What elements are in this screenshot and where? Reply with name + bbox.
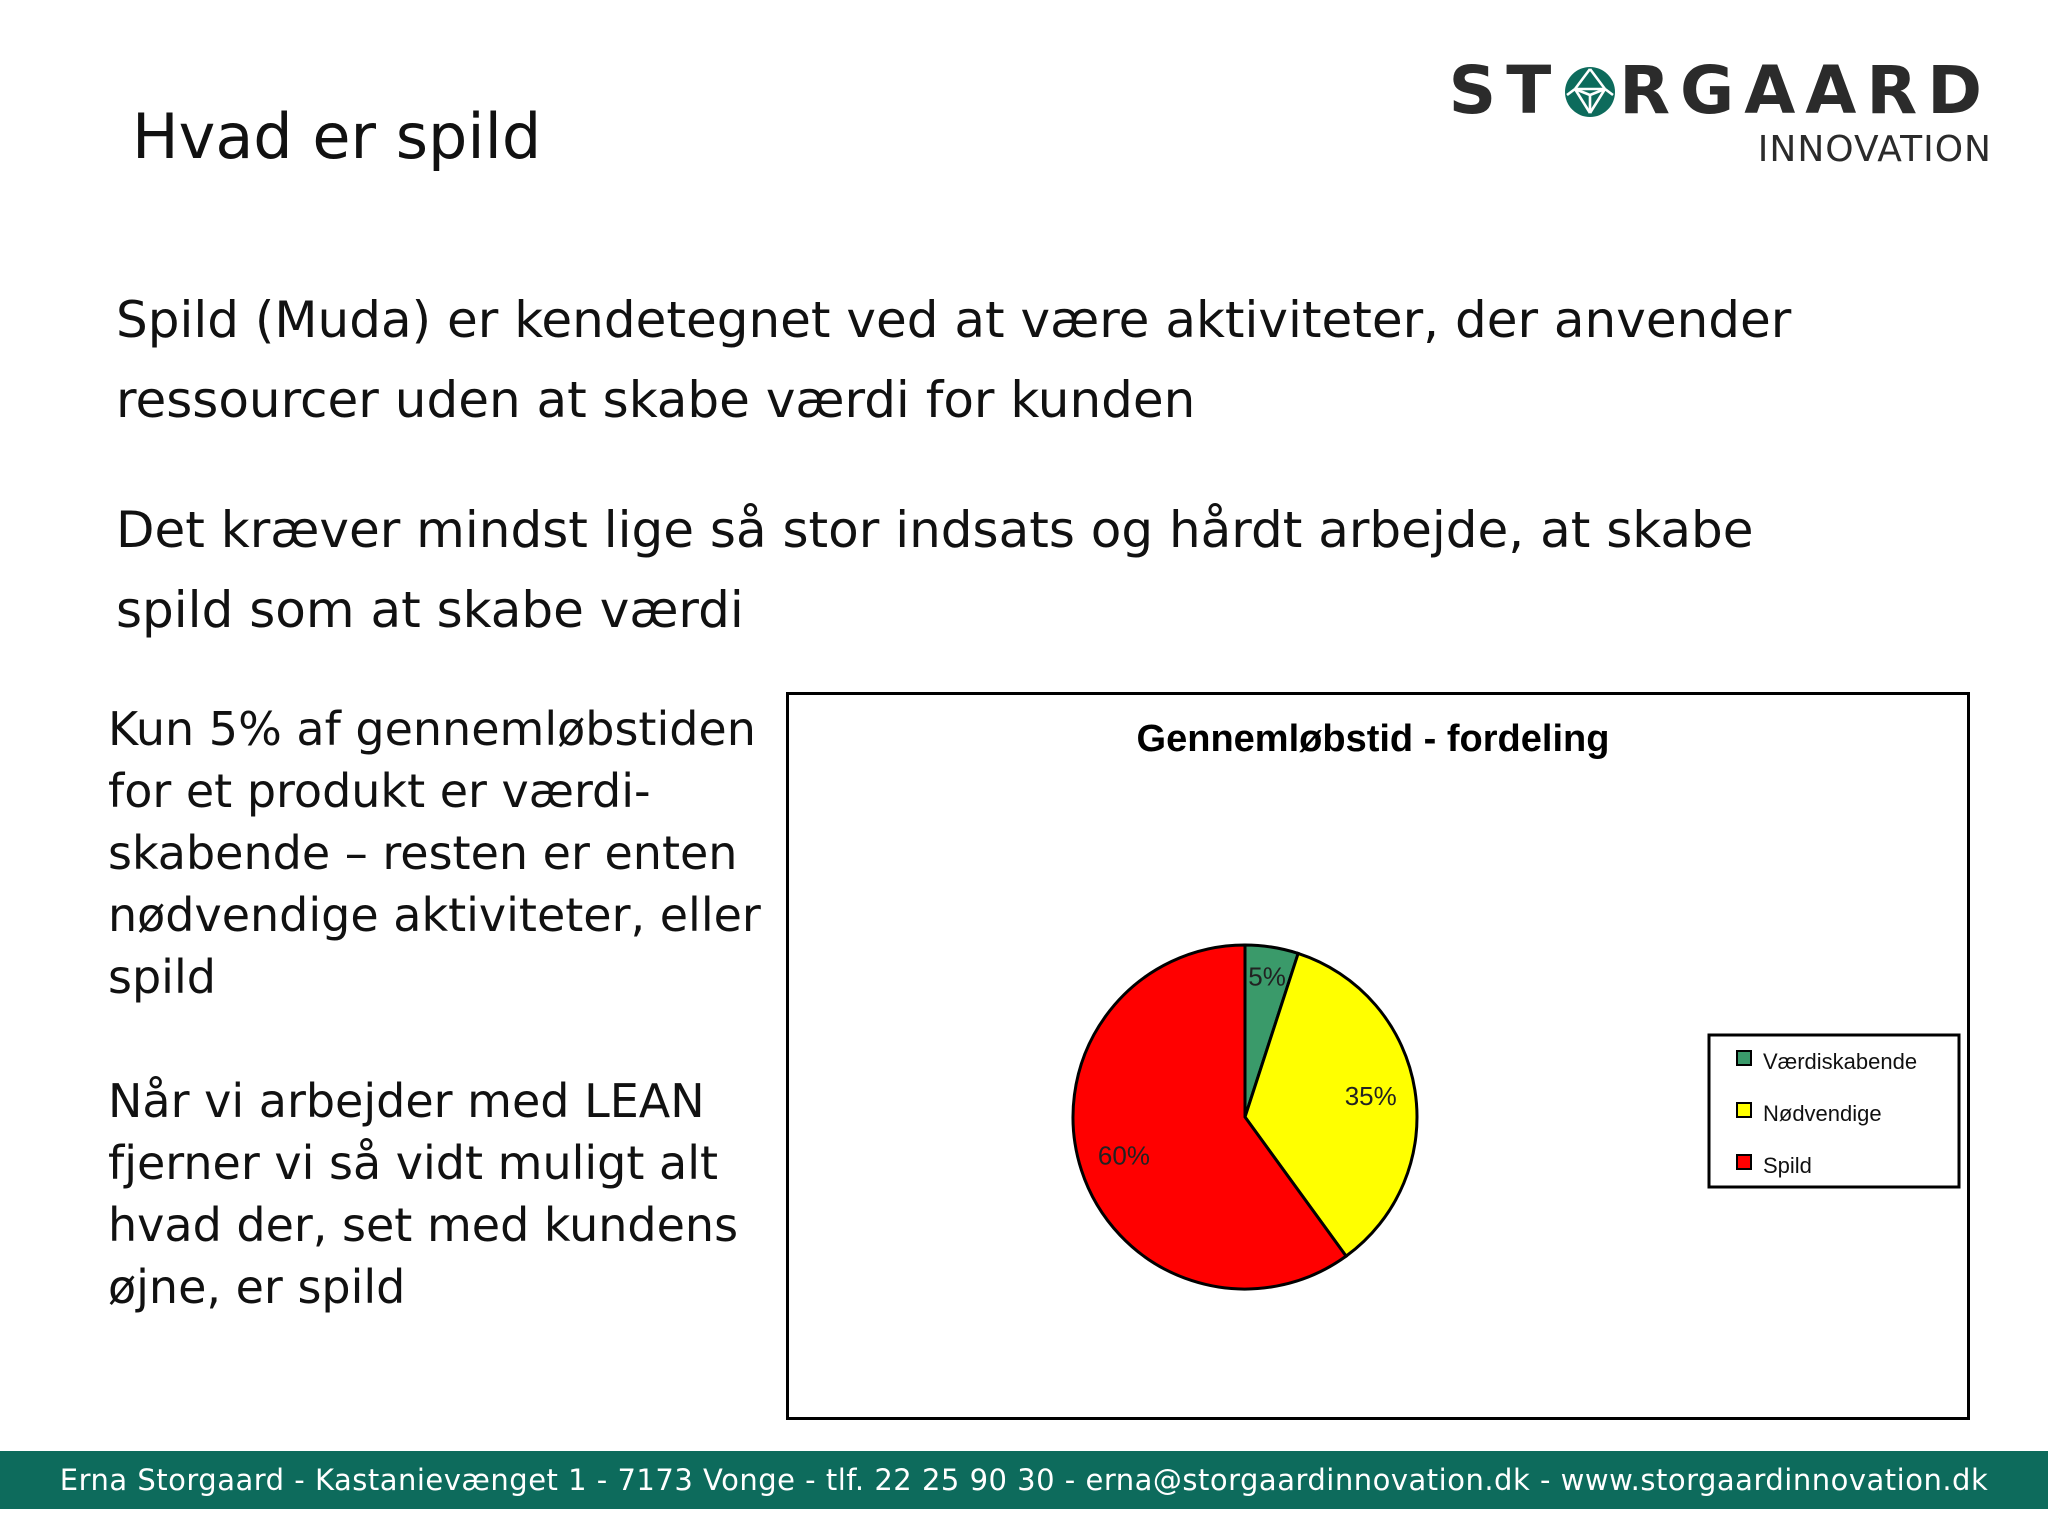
chart-title: Gennemløbstid - fordeling [1136, 718, 1610, 760]
company-logo [1448, 52, 1992, 170]
logo-wordmark [1448, 52, 1992, 130]
pie-chart [786, 692, 1970, 1420]
pie-chart-canvas [789, 695, 1967, 1417]
definition-paragraph: Spild (Muda) er kendetegnet ved at være aktiviteter, der anvender ressourcer uden at skabe værdi for kunden [116, 291, 1792, 429]
logo-text-start: ST [1448, 52, 1562, 129]
logo-subtitle: INNOVATION [1757, 129, 1992, 170]
pie-label-nødvendige: 35% [1344, 1081, 1397, 1112]
legend-label-værdiskabende: Værdiskabende [1763, 1049, 1918, 1074]
legend-label-spild: Spild [1763, 1153, 1812, 1178]
legend-swatch-nødvendige [1737, 1103, 1751, 1117]
legend-swatch-værdiskabende [1737, 1051, 1751, 1065]
globe-icon [1563, 64, 1617, 130]
logo-text-end: RGAARD [1619, 52, 1992, 129]
pie-label-værdiskabende: 5% [1248, 961, 1286, 992]
effort-paragraph: Det kræver mindst lige så stor indsats og hårdt arbejde, at skabe spild som at skabe værdi [116, 501, 1754, 639]
side-text-block [108, 698, 788, 1318]
footer-bar: Erna Storgaard - Kastanievænget 1 - 7173 Vonge - tlf. 22 25 90 30 - erna@storgaardinnovation.dk - www.storgaardinnovation.dk [0, 1451, 2048, 1509]
lean-paragraph: Når vi arbejder med LEAN fjerner vi så vidt muligt alt hvad der, set med kundens øjne, er spild [108, 1074, 739, 1314]
pie-label-spild: 60% [1097, 1140, 1150, 1171]
legend-label-nødvendige: Nødvendige [1763, 1101, 1882, 1126]
legend-swatch-spild [1737, 1155, 1751, 1169]
slide-title: Hvad er spild [132, 100, 542, 173]
value-share-paragraph: Kun 5% af gennemløbstiden for et produkt er værdi-skabende – resten er enten nødvendige aktiviteter, eller spild [108, 702, 761, 1004]
